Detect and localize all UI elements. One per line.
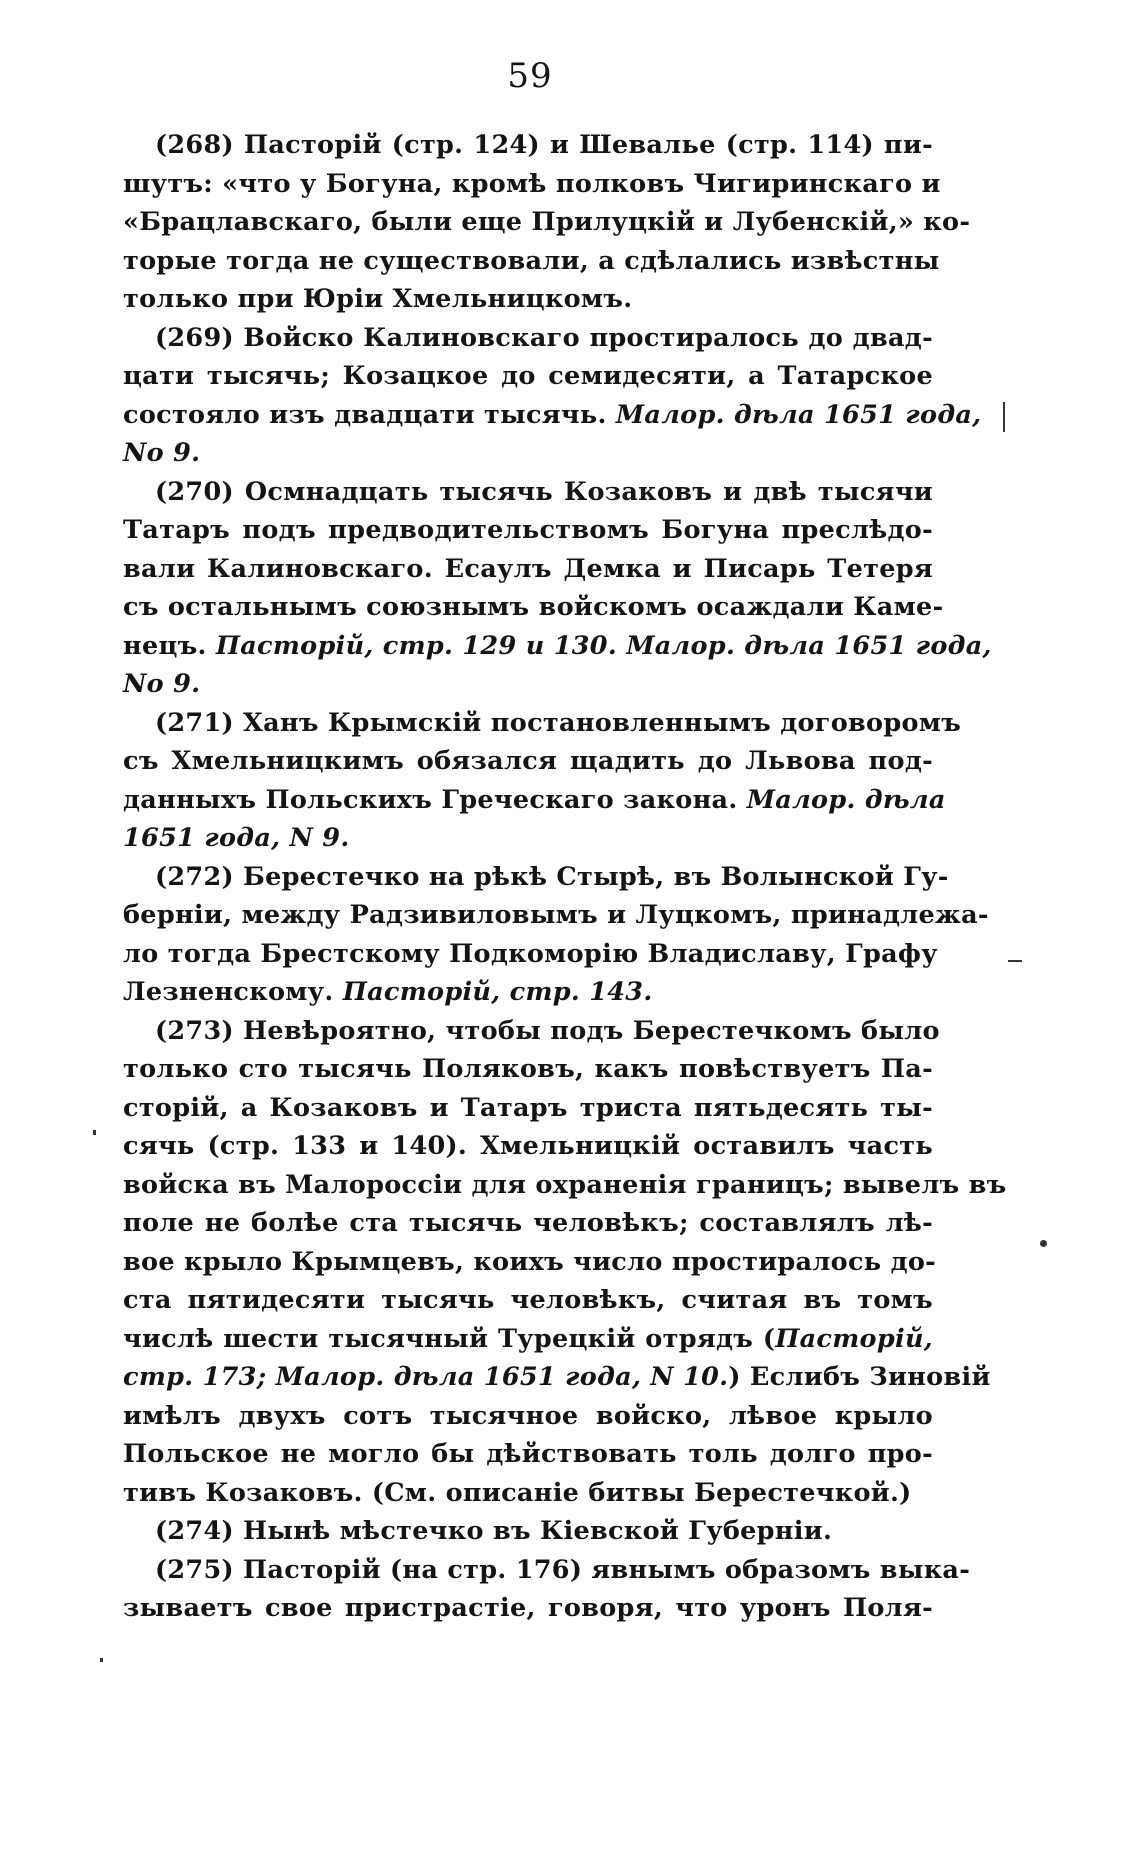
body-text: только при Юріи Хмельницкомъ. (123, 284, 633, 314)
body-text: съ Хмельницкимъ обязался щадить до Львова под- (123, 746, 933, 776)
text-line (123, 704, 962, 743)
body-text: Польское не могло бы дѣйствовать толь долго про- (123, 1439, 933, 1469)
page-number: 59 (507, 56, 553, 96)
citation-text: Пасторій, стр. 143. (342, 977, 653, 1007)
text-line (123, 280, 933, 319)
body-text: ) Еслибъ Зиновій (728, 1362, 991, 1392)
citation-text: No 9. (123, 438, 201, 468)
body-text: цати тысячь; Козацкое до семидесяти, а Татарское (123, 361, 933, 391)
text-line (123, 1435, 933, 1474)
text-line (123, 935, 938, 974)
text-line (123, 1127, 933, 1166)
body-text: сторій, а Козаковъ и Татаръ триста пятьдесять ты- (123, 1092, 933, 1123)
text-line (123, 1166, 1007, 1205)
body-text: нецъ. (123, 630, 216, 661)
body-text: шутъ: «что у Богуна, кромѣ полковъ Чигиринскаго и (123, 168, 941, 199)
text-line (123, 588, 944, 627)
body-text: (275) Пасторій (на стр. 176) явнымъ образомъ выка- (155, 1554, 971, 1585)
body-text: (268) Пасторій (стр. 124) и Шевалье (стр. 114) пи- (155, 130, 933, 160)
text-line (123, 511, 933, 550)
text-line (123, 1243, 937, 1282)
body-text: Татаръ подъ предводительствомъ Богуна преслѣдо- (123, 515, 933, 545)
body-text: сячь (стр. 133 и 140). Хмельницкій оставилъ часть (123, 1131, 933, 1161)
ink-spot (93, 1130, 96, 1135)
text-line (123, 742, 933, 781)
text-line (123, 1551, 971, 1590)
text-line (123, 1589, 933, 1628)
body-text: вое крыло Крымцевъ, коихъ число простиралось до- (123, 1246, 937, 1277)
text-line (123, 973, 933, 1012)
text-line (123, 1050, 933, 1089)
text-line (123, 473, 933, 512)
text-line (123, 434, 933, 473)
body-text: имѣлъ двухъ сотъ тысячное войско, лѣвое крыло (123, 1400, 933, 1431)
text-line (123, 1397, 933, 1436)
text-line (123, 165, 941, 204)
text-line (123, 858, 949, 897)
body-text: (271) Ханъ Крымскій постановленнымъ договоромъ (155, 707, 962, 738)
text-line (123, 781, 946, 820)
text-line (123, 319, 933, 358)
text-line (123, 1512, 933, 1551)
ink-spot (1040, 1240, 1047, 1247)
body-text: ста пятидесяти тысячь человѣкъ, считая въ томъ (123, 1285, 933, 1315)
body-text: (272) Берестечко на рѣкѣ Стырѣ, въ Волынской Гу- (155, 861, 949, 892)
text-line (123, 1320, 933, 1359)
footnotes-text (123, 126, 1007, 1628)
text-line (123, 396, 982, 435)
text-line (123, 126, 933, 165)
body-text: (273) Невѣроятно, чтобы подъ Берестечкомъ было (155, 1015, 940, 1046)
ink-spot (100, 1658, 103, 1662)
citation-text: Малор. дѣла 1651 года, (615, 399, 982, 430)
text-line (123, 1358, 991, 1397)
text-line (123, 357, 933, 396)
text-line (123, 203, 971, 242)
text-line (123, 1089, 933, 1128)
body-text: зываетъ свое пристрастіе, говоря, что уронъ Поля- (123, 1593, 933, 1623)
text-line (123, 627, 992, 666)
citation-text: Пасторій, стр. 129 и 130. Малор. дѣла 1651 года, (215, 630, 992, 661)
text-line (123, 1474, 933, 1513)
text-line (123, 1204, 933, 1243)
citation-text: 1651 года, N 9. (123, 823, 350, 853)
text-line (123, 1281, 933, 1320)
body-text: (270) Осмнадцать тысячь Козаковъ и двѣ тысячи (155, 476, 933, 507)
body-text: тивъ Козаковъ. (См. описаніе битвы Берестечкой.) (123, 1477, 912, 1508)
text-line (123, 242, 940, 281)
margin-mark (1003, 402, 1005, 432)
citation-text: Малор. дѣла (746, 784, 946, 815)
body-text: берніи, между Радзивиловымъ и Луцкомъ, принадлежа- (123, 900, 989, 930)
body-text: (274) Нынѣ мѣстечко въ Кіевской Губерніи. (155, 1516, 833, 1546)
body-text: (269) Войско Калиновскаго простиралось до двад- (155, 322, 933, 353)
body-text: торые тогда не существовали, а сдѣлались извѣстны (123, 245, 940, 276)
body-text: «Брацлавскаго, были еще Прилуцкій и Лубенскій,» ко- (123, 207, 971, 237)
citation-text: No 9. (123, 669, 201, 699)
body-text: Лезненскому. (123, 977, 343, 1007)
body-text: данныхъ Польскихъ Греческаго закона. (123, 784, 747, 815)
text-line (123, 819, 933, 858)
text-line (123, 550, 933, 589)
body-text: войска въ Малороссіи для охраненія границъ; вывелъ въ (123, 1169, 1007, 1200)
body-text: вали Калиновскаго. Есаулъ Демка и Писарь Тетеря (123, 553, 933, 584)
body-text: ло тогда Брестскому Подкоморію Владиславу, Графу (123, 938, 938, 969)
body-text: только сто тысячь Поляковъ, какъ повѣствуетъ Па- (123, 1054, 933, 1084)
body-text: числѣ шести тысячный Турецкій отрядъ ( (123, 1323, 776, 1354)
margin-mark (1008, 960, 1022, 962)
citation-text: стр. 173; Малор. дѣла 1651 года, N 10. (123, 1362, 729, 1392)
body-text: съ остальнымъ союзнымъ войскомъ осаждали Каме- (123, 592, 944, 622)
body-text: состояло изъ двадцати тысячь. (123, 399, 616, 430)
text-line (123, 665, 933, 704)
text-line (123, 896, 989, 935)
text-line (123, 1012, 940, 1051)
citation-text: Пасторій, (775, 1323, 933, 1354)
body-text: поле не болѣе ста тысячь человѣкъ; составлялъ лѣ- (123, 1208, 933, 1238)
